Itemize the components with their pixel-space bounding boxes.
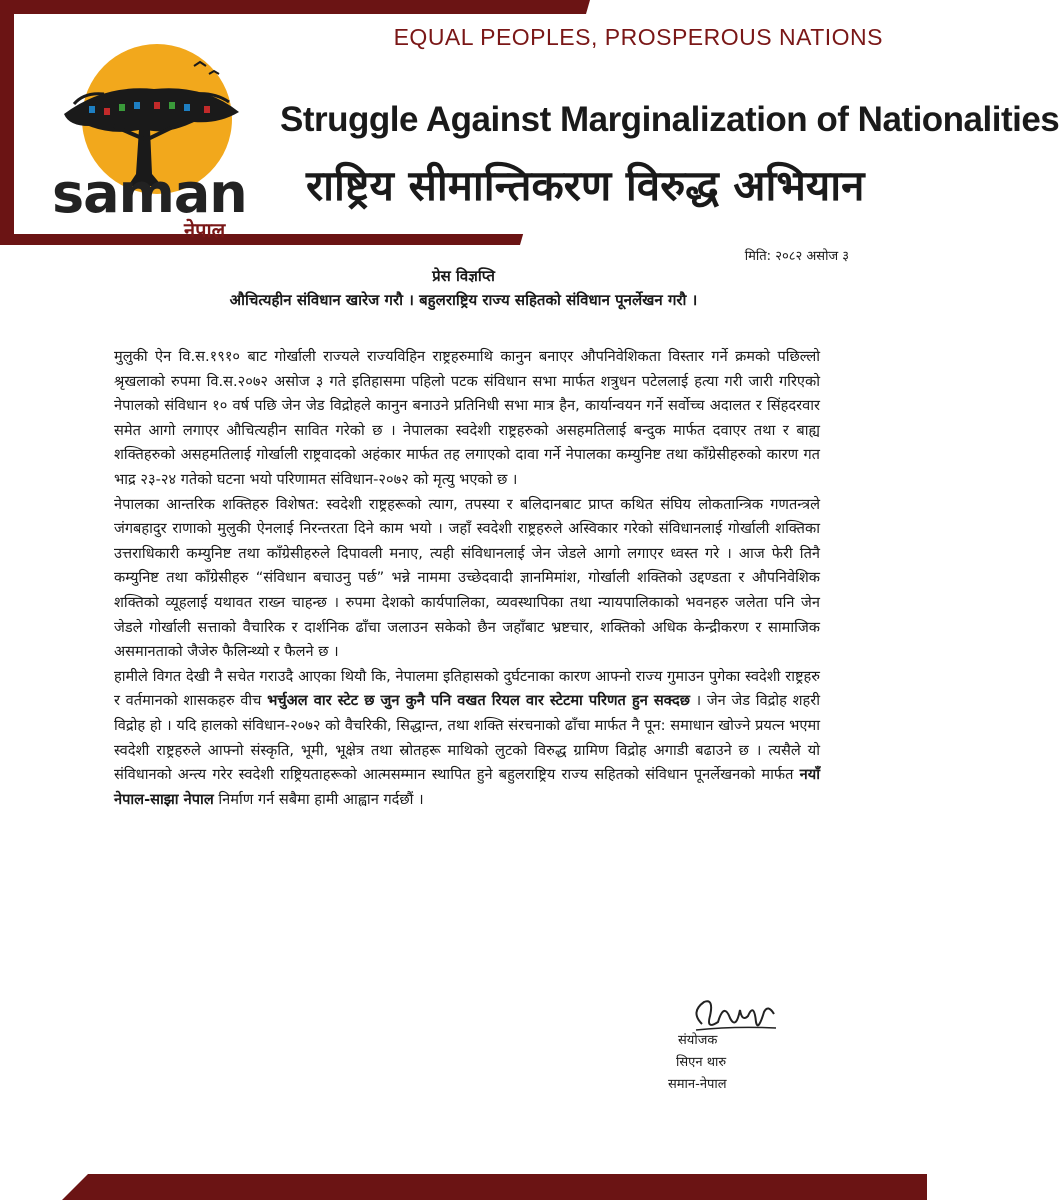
press-release-headline: औचित्यहीन संविधान खारेज गरौ । बहुलराष्ट्रिय राज्य सहितको संविधान पूनर्लेखन गरौ । (229, 291, 698, 309)
body-paragraph-3-emphasis-1: भर्चुअल वार स्टेट छ जुन कुनै पनि वखत रियल वार स्टेटमा परिणत हुन सक्दछ (267, 692, 690, 710)
signatory-name: सिएन थारु (676, 1055, 727, 1070)
footer-accent-band (88, 1174, 927, 1200)
body-paragraph-3 (114, 665, 820, 813)
body-paragraph-3-part-b: । जेन जेड विद्रोह शहरी विद्रोह हो । यदि हालको संविधान-२०७२ को वैचरिकी, सिद्धान्त, तथा शक्ति संरचनाको ढाँचा मार्फत नै पून: समाधान खोज्ने प्रयत्न भएमा स्वदेशी राष्ट्रहरुले आफ्नो संस्कृति, भूमी, भूक्षेत्र तथा स्रोतहरू माथिको लुटको विरुद्ध ग्रामिण विद्रोह अगाडी बढाउने छ । त्यसैले यो संविधानको अन्त्य गरेर स्वदेशी राष्ट्रियताहरूको आत्मसम्मान स्थापित हुने बहुलराष्ट्रिय राज्य सहितको संविधान पूनर्लेखनको मार्फत (114, 692, 821, 784)
tagline: EQUAL PEOPLES, PROSPEROUS NATIONS (393, 24, 883, 50)
organization-title-english: Struggle Against Marginalization of Nationalities (280, 100, 1059, 139)
document-type-heading: प्रेस विज्ञप्ति (432, 267, 495, 285)
signature-block (668, 1030, 727, 1096)
press-release-body (114, 345, 820, 812)
header-card (14, 14, 1059, 242)
organization-title-nepali: राष्ट्रिय सीमान्तिकरण विरुद्ध अभियान (306, 161, 865, 210)
press-release-date: मिति: २०८२ असोज ३ (744, 249, 849, 264)
signatory-organization: समान-नेपाल (668, 1077, 727, 1092)
body-paragraph-3-emphasis-2: नयाँ नेपाल-साझा नेपाल (114, 766, 820, 808)
logo-subtitle: नेपाल (184, 218, 226, 242)
body-paragraph-1: मुलुकी ऐन वि.स.१९१० बाट गोर्खाली राज्यले राज्यविहिन राष्ट्रहरुमाथि कानुन बनाएर औपनिवेशिकता विस्तार गर्ने क्रमको पछिल्लो श्रृखलाको रुपमा वि.स.२०७२ असोज ३ गते इतिहासमा पहिलो पटक संविधान सभा मार्फत शत्रुधन पटेललाई हत्या गरी जारी गरिएको नेपालको संविधान १० वर्ष पछि जेन जेड विद्रोहले कानुन बनाउने प्रतिनिधी सभा मात्र हैन, कार्यान्वयन गर्ने सर्वोच्च अदालत र सिंहदरवार समेत आगो लगाएर औचित्यहीन सावित गरेको छ । नेपालका स्वदेशी राष्ट्रहरुको असहमतिलाई बन्दुक मार्फत दवाएर तथा र बाह्य शक्तिहरुको असहमतिलाई गोर्खाली राष्ट्रवादको अहंकार मार्फत तह लगाएको दावा गर्ने नेपालका कम्युनिष्ट तथा काँग्रेसीहरुको कारण गत भाद्र २३-२४ गतेको घटना भयो परिणामत संविधान-२०७२ को मृत्यु भएको छ । (114, 348, 821, 488)
saman-logo (44, 44, 247, 244)
body-paragraph-3-part-c: निर्माण गर्न सबैमा हामी आह्वान गर्दछौं । (213, 790, 424, 808)
signatory-role: संयोजक (678, 1033, 718, 1048)
body-paragraph-2: नेपालका आन्तरिक शक्तिहरु विशेषत: स्वदेशी राष्ट्रहरूको त्याग, तपस्या र बलिदानबाट प्राप्त कथित संघिय लोकतान्त्रिक गणतन्त्रले जंगबहादुर राणाको मुलुकी ऐनलाई निरन्तरता दिने काम भयो । जहाँ स्वदेशी राष्ट्रहरुले अस्विकार गरेको संविधानलाई गोर्खाली शक्तिका उत्तराधिकारी कम्युनिष्ट तथा काँग्रेसीहरुले दिपावली मनाए, त्यही संविधानलाई जेन जेडले आगो लगाएर ध्वस्त गरे । आज फेरी तिनै कम्युनिष्ट तथा काँग्रेसीहरु “संविधान बचाउनु पर्छ” भन्ने नाममा उच्छेदवादी ज्ञानमिमांश, गोर्खाली शक्तिको उद्दण्डता र औपनिवेशिक शक्तिको व्यूहलाई यथावत राख्न चाहन्छ । रुपमा देशको कार्यपालिका, व्यवस्थापिका तथा न्यायपालिकाको भवनहरु जलेता पनि जेन जेडले गोर्खाली सत्ताको वैचारिक र दार्शनिक ढाँचा जलाउन सकेको छैन जहाँबाट भ्रष्टचार, शक्तिको अधिक केन्द्रीकरण र सामाजिक असमानताको जैजेरु फैलिन्थ्यो र फैलने छ । (114, 495, 820, 661)
body-paragraph-3-part-a: हामीले विगत देखी नै सचेत गराउदै आएका थियौ कि, नेपालमा इतिहासको दुर्घटनाका कारण आफ्नो राज्य गुमाउन पुगेका स्वदेशी राष्ट्रहरु र वर्तमानको शासकहरु वीच (114, 667, 820, 710)
logo-wordmark: saman (52, 162, 247, 225)
